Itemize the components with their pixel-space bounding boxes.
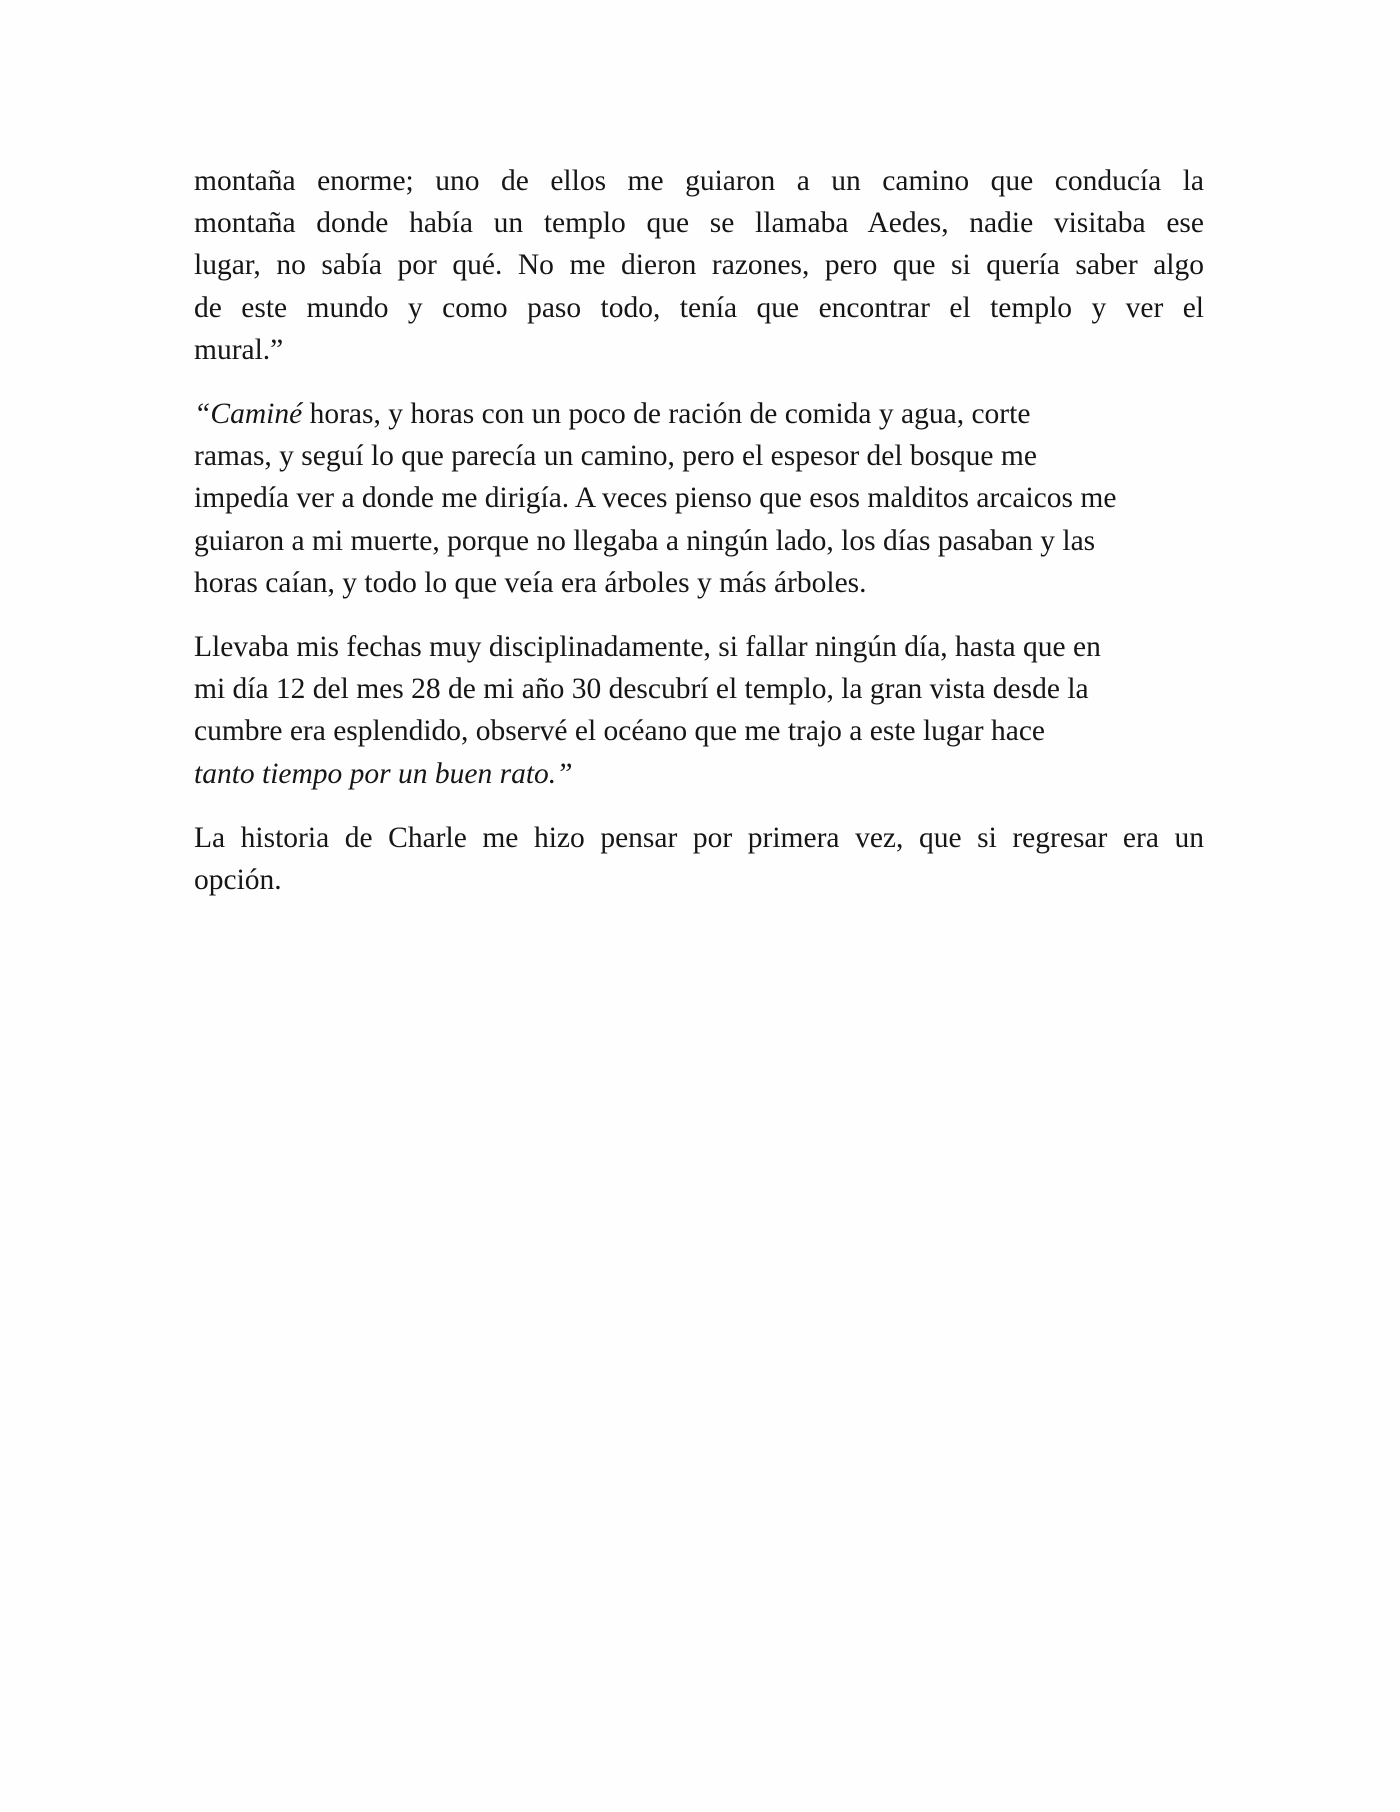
paragraph-2-line-1: [194, 393, 1204, 435]
paragraph-1: [194, 160, 1204, 371]
document-body: [194, 160, 1204, 923]
paragraph-3-italic-closing: tanto tiempo por un buen rato.”: [194, 757, 573, 790]
paragraph-2-line-5: horas caían, y todo lo que veía era árboles y más árboles.: [194, 566, 867, 599]
paragraph-4-line-2: opción.: [194, 864, 282, 897]
paragraph-4-line-1: La historia de Charle me hizo pensar por primera vez, que si regresar era un: [194, 821, 1204, 854]
paragraph-3-line-4: [194, 753, 1204, 795]
paragraph-3-line-2: mi día 12 del mes 28 de mi año 30 descubrí el templo, la gran vista desde la: [194, 673, 1089, 706]
paragraph-1-line-2: montaña donde había un templo que se llamaba Aedes, nadie visitaba ese: [194, 207, 1204, 240]
paragraph-3-line-1: Llevaba mis fechas muy disciplinadamente, si fallar ningún día, hasta que en: [194, 631, 1101, 664]
paragraph-1-line-5: mural.”: [194, 333, 284, 366]
paragraph-1-line-1: montaña enorme; uno de ellos me guiaron a un camino que conducía la: [194, 165, 1204, 197]
paragraph-1-line-4: de este mundo y como paso todo, tenía que encontrar el templo y ver el: [194, 291, 1204, 324]
paragraph-2-line-2: ramas, y seguí lo que parecía un camino, pero el espesor del bosque me: [194, 440, 1037, 473]
paragraph-2: [194, 393, 1204, 604]
paragraph-2-line-1-rest: horas, y horas con un poco de ración de comida y agua, corte: [302, 398, 1031, 431]
paragraph-4: [194, 817, 1204, 901]
paragraph-2-line-4: guiaron a mi muerte, porque no llegaba a ningún lado, los días pasaban y las: [194, 524, 1096, 557]
paragraph-3-line-3: cumbre era esplendido, observé el océano que me trajo a este lugar hace: [194, 715, 1046, 748]
paragraph-3: [194, 626, 1204, 795]
paragraph-1-line-3: lugar, no sabía por qué. No me dieron razones, pero que si quería saber algo: [194, 249, 1204, 282]
paragraph-2-italic-opening: “Caminé: [194, 398, 303, 431]
paragraph-2-line-3: impedía ver a donde me dirigía. A veces pienso que esos malditos arcaicos me: [194, 482, 1117, 515]
